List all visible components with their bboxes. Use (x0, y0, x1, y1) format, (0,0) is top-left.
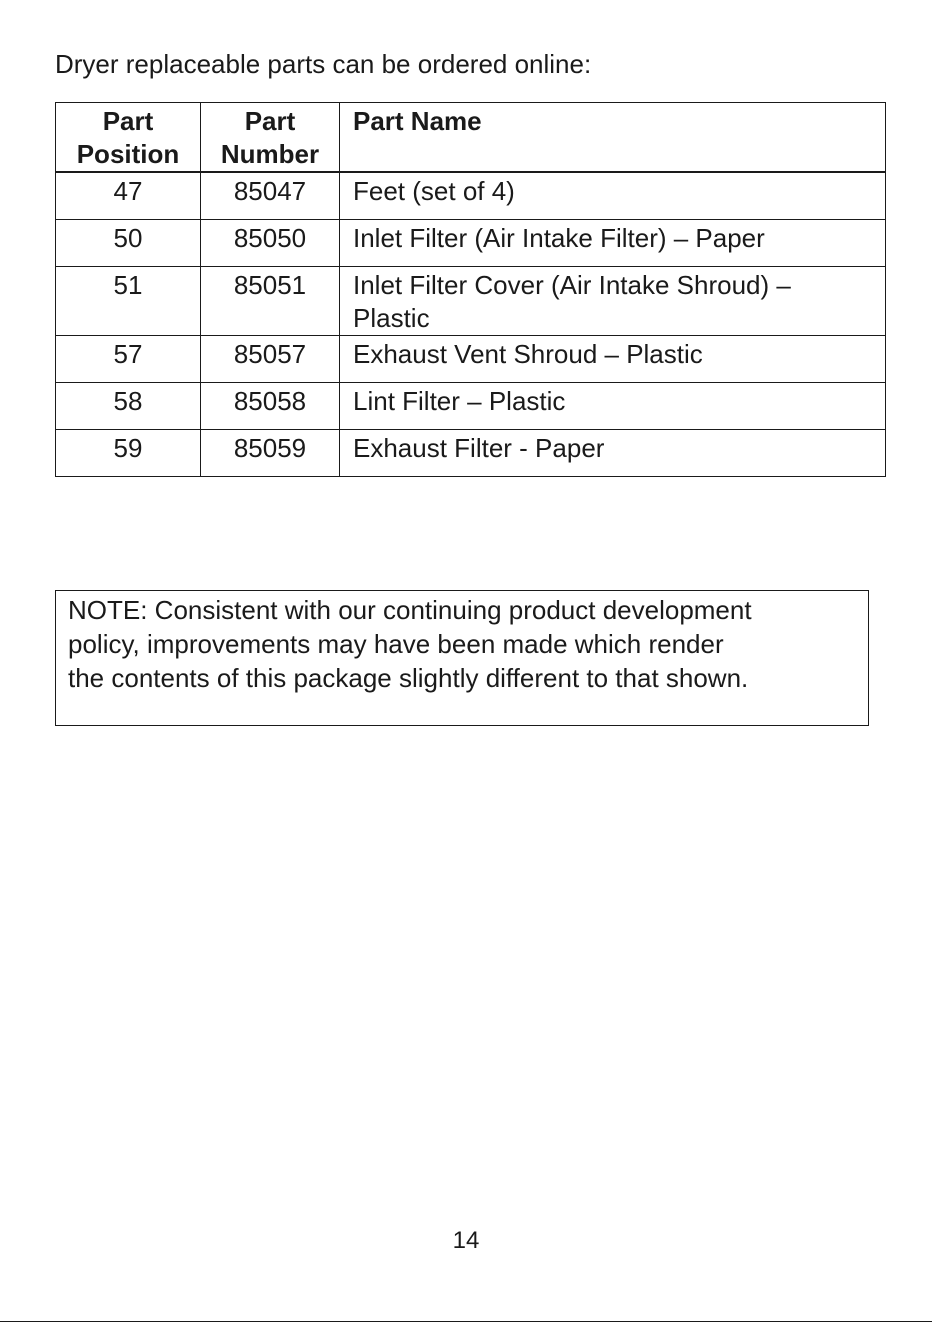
cell-position: 51 (56, 266, 201, 335)
cell-number: 85057 (201, 335, 340, 382)
header-part-position-line1: Part (102, 106, 154, 136)
header-part-name: Part Name (340, 103, 886, 173)
table-row (56, 266, 886, 335)
cell-position: 58 (56, 382, 201, 429)
cell-name: Exhaust Filter - Paper (340, 429, 886, 476)
cell-name: Lint Filter – Plastic (340, 382, 886, 429)
cell-name (340, 266, 886, 335)
header-part-number (201, 103, 340, 173)
cell-number: 85047 (201, 172, 340, 219)
cell-name: Feet (set of 4) (340, 172, 886, 219)
cell-number: 85051 (201, 266, 340, 335)
cell-name: Exhaust Vent Shroud – Plastic (340, 335, 886, 382)
table-row (56, 382, 886, 429)
cell-position: 50 (56, 219, 201, 266)
header-part-position-line2: Position (76, 139, 180, 169)
cell-name-line1: Inlet Filter Cover (Air Intake Shroud) – (353, 269, 791, 300)
cell-number: 85059 (201, 429, 340, 476)
header-part-number-line2: Number (220, 139, 320, 169)
table-row (56, 335, 886, 382)
note-line1: NOTE: Consistent with our continuing product development (68, 595, 752, 625)
cell-number: 85050 (201, 219, 340, 266)
table-row (56, 172, 886, 219)
cell-number: 85058 (201, 382, 340, 429)
note-line2: policy, improvements may have been made which render (68, 629, 724, 659)
page-number: 14 (452, 1227, 480, 1254)
header-part-position (56, 103, 201, 173)
cell-name: Inlet Filter (Air Intake Filter) – Paper (340, 219, 886, 266)
cell-position: 59 (56, 429, 201, 476)
intro-text: Dryer replaceable parts can be ordered online: (55, 49, 592, 79)
header-part-number-line1: Part (244, 106, 296, 136)
note-box (55, 590, 869, 726)
table-row (56, 429, 886, 476)
bottom-divider (0, 1321, 932, 1322)
cell-position: 57 (56, 335, 201, 382)
parts-table (55, 102, 886, 477)
note-line3: the contents of this package slightly different to that shown. (68, 663, 749, 693)
table-header-row (56, 103, 886, 173)
cell-position: 47 (56, 172, 201, 219)
table-row (56, 219, 886, 266)
cell-name-line2: Plastic (353, 302, 430, 333)
